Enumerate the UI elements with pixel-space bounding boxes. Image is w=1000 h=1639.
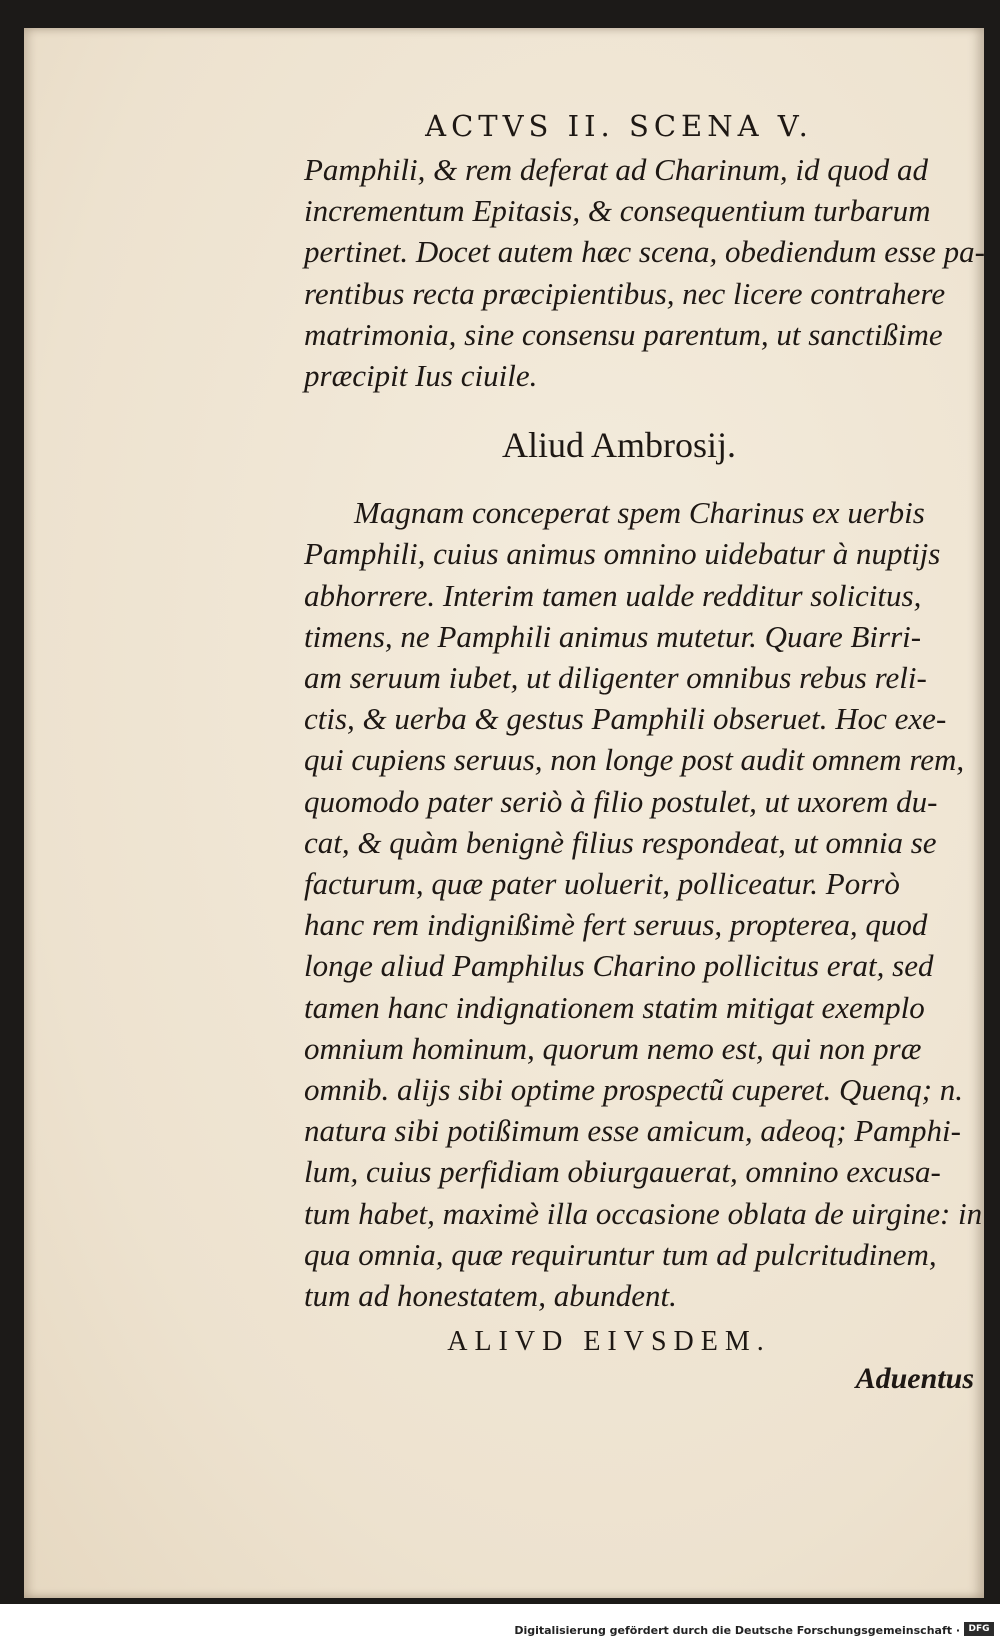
text-line: am seruum iubet, ut diligenter omnibus rebus reli- [304, 660, 927, 696]
text-line: timens, ne Pamphili animus mutetur. Quare Birri- [304, 618, 922, 654]
text-line: Magnam conceperat spem Charinus ex uerbis [354, 495, 925, 531]
page-text [304, 83, 985, 1396]
text-line: tamen hanc indignationem statim mitigat exemplo [304, 989, 925, 1025]
text-line: qui cupiens seruus, non longe post audit omnem rem, [304, 742, 965, 778]
text-line: quomodo pater seriò à filio postulet, ut uxorem du- [304, 783, 938, 819]
text-line: natura sibi potißimum esse amicum, adeoq; Pamphi- [304, 1113, 961, 1149]
text-line: pertinet. Docet autem hæc scena, obediendum esse pa- [304, 234, 985, 270]
paragraph-1 [304, 149, 985, 396]
text-line: qua omnia, quæ requiruntur tum ad pulcritudinem, [304, 1236, 937, 1272]
text-line: tum habet, maximè illa occasione oblata de uirgine: in [304, 1195, 983, 1231]
text-line: cat, & quàm benignè filius respondeat, ut omnia se [304, 824, 937, 860]
text-line: Pamphili, cuius animus omnino uidebatur à nuptijs [304, 536, 941, 572]
catchword: Aduentus [855, 1362, 974, 1396]
text-line: Pamphili, & rem deferat ad Charinum, id quod ad [304, 152, 928, 187]
text-line: facturum, quæ pater uoluerit, polliceatur. Porrò [304, 866, 900, 902]
text-line: longe aliud Pamphilus Charino pollicitus erat, sed [304, 948, 934, 984]
text-line: incrementum Epitasis, & consequentium turbarum [304, 193, 931, 229]
text-line: tum ad honestatem, abundent. [304, 1278, 677, 1314]
section-heading: Aliud Ambrosij. [501, 425, 737, 466]
text-line: omnium hominum, quorum nemo est, qui non præ [304, 1030, 922, 1066]
footer-credit: Digitalisierung gefördert durch die Deutsche Forschungsgemeinschaft · [514, 1624, 960, 1637]
running-head: ACTVS II. SCENA V. [425, 109, 813, 143]
text-line: matrimonia, sine consensu parentum, ut sanctißime [304, 316, 943, 352]
subheading: ALIVD EIVSDEM. [447, 1326, 771, 1358]
text-line: hanc rem indignißimè fert seruus, propterea, quod [304, 907, 928, 943]
dfg-logo: DFG [964, 1622, 994, 1636]
paragraph-2 [304, 492, 983, 1316]
text-line: præcipit Ius ciuile. [304, 358, 538, 394]
text-line: omnib. alijs sibi optime prospectũ cuperet. Quenq; n. [304, 1072, 963, 1108]
text-line: rentibus recta præcipientibus, nec licere contrahere [304, 275, 946, 311]
text-line: ctis, & uerba & gestus Pamphili obseruet. Hoc exe- [304, 701, 947, 737]
book-page [24, 28, 984, 1598]
text-line: abhorrere. Interim tamen ualde redditur solicitus, [304, 577, 922, 613]
text-line: lum, cuius perfidiam obiurgauerat, omnino excusa- [304, 1154, 941, 1190]
